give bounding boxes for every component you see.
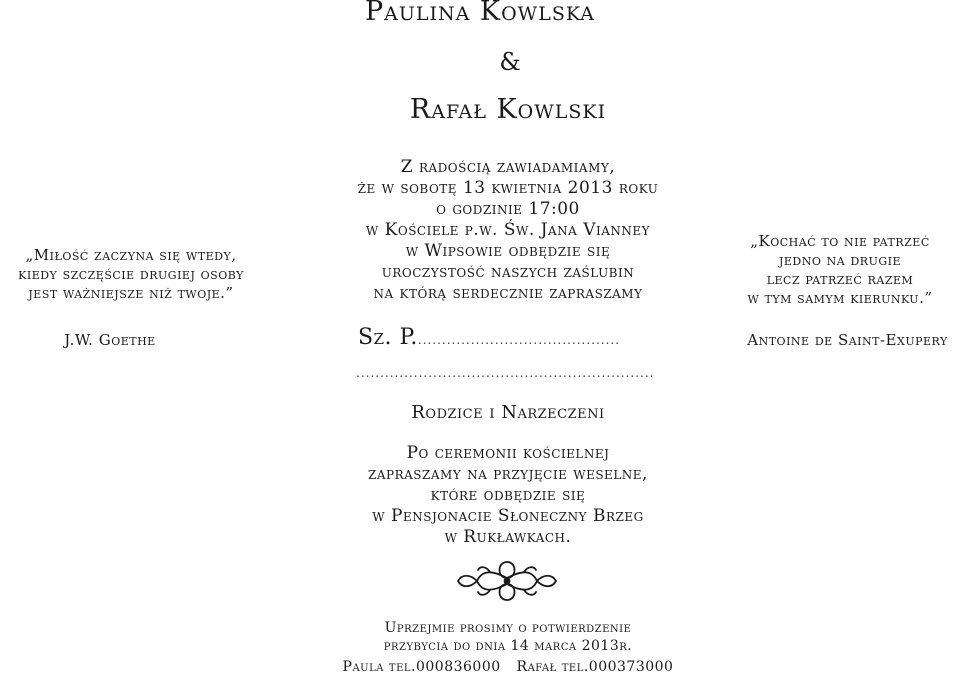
contact-rafal: Rafał tel.000373000 bbox=[516, 659, 674, 675]
reception-block bbox=[300, 443, 716, 548]
quote-right-line: „Kochać to nie patrzeć bbox=[750, 232, 930, 250]
quote-left-line: jest ważniejsze niż twoje.” bbox=[28, 284, 234, 302]
reception-line: w Rukławkach. bbox=[444, 527, 572, 547]
quote-left-line: kiedy szczęście drugiej osoby bbox=[18, 265, 244, 283]
quote-right-line: lecz patrzeć razem bbox=[766, 270, 914, 288]
reception-line: Po ceremonii kościelnej bbox=[406, 443, 610, 463]
guest-dots: .......................................... bbox=[417, 333, 621, 347]
reception-line: w Pensjonacie Słoneczny Brzeg bbox=[372, 506, 644, 526]
guest-line bbox=[358, 325, 620, 350]
reception-line: które odbędzie się bbox=[430, 485, 586, 505]
ampersand: & bbox=[499, 48, 521, 76]
announcement-line: Z radością zawiadamiamy, bbox=[400, 157, 616, 177]
announcement-line: w Kościele p.w. Św. Jana Vianney bbox=[365, 220, 651, 240]
announcement-block bbox=[300, 157, 716, 304]
rsvp-line: przybycia do dnia 14 marca 2013r. bbox=[383, 638, 633, 654]
quote-right-line: jedno na drugie bbox=[778, 251, 902, 269]
announcement-line: uroczystość naszych zaślubin bbox=[381, 262, 635, 282]
contact-line bbox=[300, 658, 716, 676]
quote-left bbox=[0, 246, 262, 303]
rsvp-block bbox=[300, 619, 716, 655]
flourish-ornament-icon bbox=[452, 556, 562, 606]
groom-name: Rafał Kowlski bbox=[409, 94, 607, 125]
announcement-line: w Wipsowie odbędzie się bbox=[405, 241, 611, 261]
announcement-line: o godzinie 17:00 bbox=[436, 199, 580, 219]
announcement-line: na którą serdecznie zapraszamy bbox=[373, 283, 643, 303]
bride-name: Paulina Kowlska bbox=[364, 0, 595, 27]
guest-prefix: Sz. P. bbox=[358, 325, 418, 350]
quote-right bbox=[720, 232, 960, 308]
quote-right-line: w tym samym kierunku.” bbox=[747, 289, 933, 307]
rsvp-line: Uprzejmie prosimy o potwierdzenie bbox=[384, 620, 632, 636]
quote-right-author: Antoine de Saint-Exupery bbox=[747, 331, 948, 349]
reception-line: zapraszamy na przyjęcie weselne, bbox=[368, 464, 648, 484]
announcement-line: że w sobotę 13 kwietnia 2013 roku bbox=[357, 178, 659, 198]
quote-left-line: „Miłość zaczyna się wtedy, bbox=[25, 246, 237, 264]
guest-dots-line-2: .............................................................. bbox=[356, 366, 655, 380]
contact-paula: Paula tel.000836000 bbox=[342, 659, 501, 675]
signature: Rodzice i Narzeczeni bbox=[411, 402, 605, 423]
quote-left-author: J.W. Goethe bbox=[64, 331, 156, 349]
